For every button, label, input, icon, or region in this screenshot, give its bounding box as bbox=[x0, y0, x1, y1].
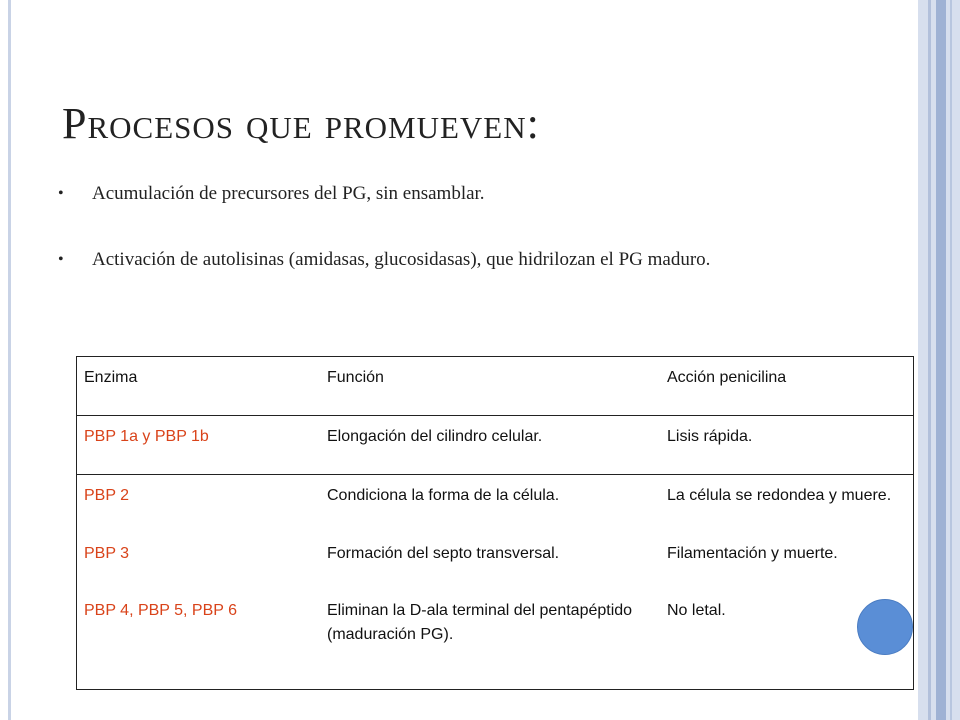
table-row bbox=[77, 590, 913, 689]
function-cell: Eliminan la D-ala terminal del pentapéptido (maduración PG). bbox=[327, 601, 633, 643]
enzyme-cell: PBP 2 bbox=[84, 486, 130, 504]
slide-frame-left bbox=[8, 0, 11, 720]
bullet-text: Activación de autolisinas (amidasas, glucosidasas), que hidrilozan el PG maduro. bbox=[92, 249, 711, 270]
slide-frame-stripe bbox=[928, 0, 931, 720]
bullet-symbol: • bbox=[58, 185, 64, 202]
decorative-circle bbox=[857, 599, 913, 655]
enzyme-cell: PBP 3 bbox=[84, 544, 130, 562]
slide-frame-stripe bbox=[936, 0, 946, 720]
table-row bbox=[77, 415, 913, 474]
bullet-item bbox=[58, 176, 838, 212]
table-header-cell: Enzima bbox=[77, 357, 320, 415]
function-cell: Elongación del cilindro celular. bbox=[320, 415, 660, 474]
slide-title: Procesos que promueven: bbox=[62, 99, 540, 148]
bullet-symbol: • bbox=[58, 251, 64, 268]
slide-frame-stripe bbox=[950, 0, 952, 720]
pbp-table bbox=[76, 356, 914, 690]
table-header-cell: Función bbox=[320, 357, 660, 415]
bullet-list bbox=[58, 176, 838, 308]
table-row bbox=[77, 474, 913, 532]
bullet-text: Acumulación de precursores del PG, sin ensamblar. bbox=[92, 183, 485, 204]
table-header-cell: Acción penicilina bbox=[660, 357, 913, 415]
bullet-item bbox=[58, 242, 838, 278]
table-row bbox=[77, 533, 913, 590]
table-header-row bbox=[77, 357, 913, 415]
function-cell: Formación del septo transversal. bbox=[327, 544, 560, 562]
enzyme-cell: PBP 1a y PBP 1b bbox=[77, 415, 320, 474]
action-cell: Lisis rápida. bbox=[660, 415, 913, 474]
action-cell: No letal. bbox=[667, 601, 726, 619]
action-cell: La célula se redondea y muere. bbox=[667, 486, 892, 504]
action-cell: Filamentación y muerte. bbox=[667, 544, 838, 562]
function-cell: Condiciona la forma de la célula. bbox=[327, 486, 560, 504]
enzyme-cell: PBP 4, PBP 5, PBP 6 bbox=[84, 601, 237, 619]
